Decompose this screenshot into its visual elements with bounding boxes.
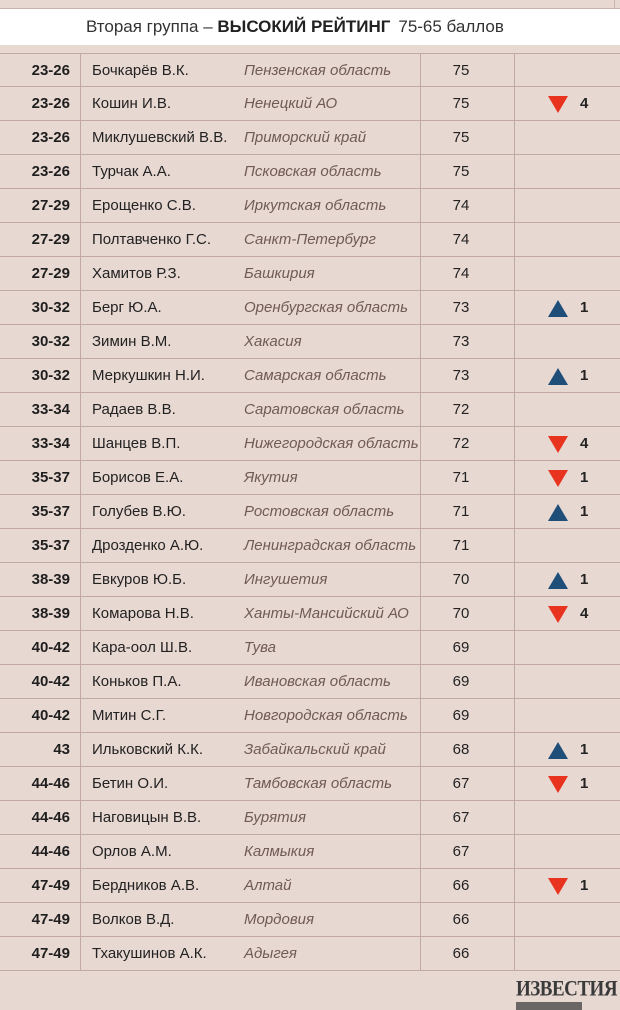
region-cell: Ленинградская область [244, 537, 417, 554]
rank-cell: 47-49 [31, 877, 70, 894]
table-row [0, 495, 620, 529]
score-cell: 66 [452, 911, 470, 928]
arrow-down-icon [548, 470, 568, 487]
top-strip-divider [614, 0, 615, 8]
score-cell: 67 [452, 809, 470, 826]
arrow-down-icon [548, 606, 568, 623]
rank-change [548, 597, 598, 630]
rank-change [548, 291, 598, 324]
score-cell: 69 [452, 673, 470, 690]
region-cell: Алтай [244, 877, 292, 894]
region-cell: Хакасия [244, 333, 302, 350]
region-cell: Адыгея [244, 945, 297, 962]
score-cell: 73 [452, 367, 470, 384]
table-row [0, 189, 620, 223]
region-cell: Приморский край [244, 129, 367, 146]
rank-cell: 47-49 [31, 911, 70, 928]
score-cell: 73 [452, 333, 470, 350]
table-row [0, 461, 620, 495]
region-cell: Нижегородская область [244, 435, 419, 452]
region-cell: Иркутская область [244, 197, 387, 214]
table-row [0, 835, 620, 869]
rank-change [548, 869, 598, 902]
governor-name-cell: Хамитов Р.З. [92, 265, 181, 282]
score-cell: 71 [452, 537, 470, 554]
score-cell: 74 [452, 231, 470, 248]
table-row [0, 937, 620, 971]
table-row [0, 733, 620, 767]
izvestia-logo [516, 976, 618, 1008]
score-cell: 73 [452, 299, 470, 316]
rank-change-value: 1 [580, 469, 589, 486]
table-row [0, 563, 620, 597]
governor-name-cell: Ерощенко С.В. [92, 197, 196, 214]
table-row [0, 801, 620, 835]
arrow-down-icon [548, 776, 568, 793]
region-cell: Якутия [244, 469, 298, 486]
rank-change-value: 1 [580, 571, 589, 588]
table-row [0, 869, 620, 903]
table-row [0, 665, 620, 699]
rank-cell: 40-42 [31, 673, 70, 690]
score-cell: 72 [452, 435, 470, 452]
score-cell: 70 [452, 571, 470, 588]
region-cell: Тува [244, 639, 277, 656]
score-cell: 75 [452, 163, 470, 180]
governor-name-cell: Бочкарёв В.К. [92, 62, 189, 79]
governor-name-cell: Волков В.Д. [92, 911, 175, 928]
governor-name-cell: Тхакушинов А.К. [92, 945, 207, 962]
header-prefix: Вторая группа – [86, 17, 218, 36]
score-cell: 72 [452, 401, 470, 418]
table-row [0, 53, 620, 87]
rank-cell: 44-46 [31, 843, 70, 860]
score-cell: 74 [452, 265, 470, 282]
governor-name-cell: Ильковский К.К. [92, 741, 204, 758]
governor-name-cell: Наговицын В.В. [92, 809, 202, 826]
rank-cell: 27-29 [31, 231, 70, 248]
rank-cell: 30-32 [31, 299, 70, 316]
rank-change [548, 359, 598, 392]
table-row [0, 597, 620, 631]
governor-name-cell: Бердников А.В. [92, 877, 200, 894]
governor-name-cell: Турчак А.А. [92, 163, 171, 180]
rank-cell: 44-46 [31, 809, 70, 826]
score-cell: 75 [452, 62, 470, 79]
governor-name-cell: Комарова Н.В. [92, 605, 194, 622]
rank-cell: 38-39 [31, 605, 70, 622]
region-cell: Саратовская область [244, 401, 405, 418]
table-row [0, 257, 620, 291]
table-row [0, 699, 620, 733]
governor-name-cell: Зимин В.М. [92, 333, 172, 350]
governor-name-cell: Голубев В.Ю. [92, 503, 186, 520]
rank-change-value: 4 [580, 95, 589, 112]
rating-table [0, 53, 620, 971]
rank-cell: 27-29 [31, 265, 70, 282]
rank-change [548, 733, 598, 766]
score-cell: 74 [452, 197, 470, 214]
score-cell: 66 [452, 877, 470, 894]
rank-cell: 23-26 [31, 62, 70, 79]
table-row [0, 427, 620, 461]
table-row [0, 359, 620, 393]
score-cell: 66 [452, 945, 470, 962]
score-cell: 70 [452, 605, 470, 622]
rank-change-value: 4 [580, 435, 589, 452]
table-row [0, 291, 620, 325]
governor-name-cell: Евкуров Ю.Б. [92, 571, 187, 588]
table-row [0, 325, 620, 359]
governor-name-cell: Полтавченко Г.С. [92, 231, 212, 248]
region-cell: Башкирия [244, 265, 315, 282]
rank-change [548, 427, 598, 460]
rank-cell: 43 [53, 741, 70, 758]
governor-name-cell: Миклушевский В.В. [92, 129, 228, 146]
arrow-down-icon [548, 436, 568, 453]
header-line [86, 9, 504, 45]
rank-cell: 47-49 [31, 945, 70, 962]
governor-name-cell: Кошин И.В. [92, 95, 172, 112]
arrow-up-icon [548, 300, 568, 317]
rank-cell: 23-26 [31, 129, 70, 146]
governor-name-cell: Коньков П.А. [92, 673, 182, 690]
score-cell: 71 [452, 503, 470, 520]
rank-cell: 23-26 [31, 163, 70, 180]
table-row [0, 529, 620, 563]
header-rating-title: ВЫСОКИЙ РЕЙТИНГ [217, 17, 391, 36]
rank-change-value: 1 [580, 775, 589, 792]
rank-cell: 33-34 [31, 401, 70, 418]
rank-cell: 30-32 [31, 333, 70, 350]
rank-cell: 35-37 [31, 469, 70, 486]
logo-text: ИЗВЕСТИЯ [516, 976, 618, 1001]
region-cell: Самарская область [244, 367, 387, 384]
rank-change [548, 495, 598, 528]
governor-name-cell: Шанцев В.П. [92, 435, 181, 452]
group-header [0, 8, 620, 45]
table-row [0, 631, 620, 665]
score-cell: 67 [452, 843, 470, 860]
governor-name-cell: Меркушкин Н.И. [92, 367, 205, 384]
rank-change-value: 4 [580, 605, 589, 622]
score-cell: 69 [452, 707, 470, 724]
rank-change-value: 1 [580, 877, 589, 894]
arrow-up-icon [548, 572, 568, 589]
table-row [0, 87, 620, 121]
governor-name-cell: Борисов Е.А. [92, 469, 184, 486]
score-cell: 67 [452, 775, 470, 792]
region-cell: Ростовская область [244, 503, 395, 520]
rank-cell: 35-37 [31, 503, 70, 520]
logo-underline [516, 1002, 582, 1010]
score-cell: 75 [452, 129, 470, 146]
rank-change-value: 1 [580, 741, 589, 758]
top-strip [0, 0, 620, 8]
arrow-down-icon [548, 96, 568, 113]
region-cell: Тамбовская область [244, 775, 392, 792]
rank-change [548, 767, 598, 800]
governor-name-cell: Дрозденко А.Ю. [92, 537, 204, 554]
arrow-down-icon [548, 878, 568, 895]
rank-change [548, 87, 598, 120]
governor-name-cell: Радаев В.В. [92, 401, 176, 418]
arrow-up-icon [548, 368, 568, 385]
governor-name-cell: Кара-оол Ш.В. [92, 639, 193, 656]
rank-cell: 33-34 [31, 435, 70, 452]
region-cell: Ненецкий АО [244, 95, 338, 112]
rank-cell: 27-29 [31, 197, 70, 214]
region-cell: Ивановская область [244, 673, 391, 690]
rank-change-value: 1 [580, 503, 589, 520]
rank-cell: 38-39 [31, 571, 70, 588]
rank-change [548, 563, 598, 596]
rank-cell: 23-26 [31, 95, 70, 112]
table-row [0, 223, 620, 257]
region-cell: Новгородская область [244, 707, 408, 724]
region-cell: Мордовия [244, 911, 314, 928]
region-cell: Ханты-Мансийский АО [244, 605, 409, 622]
score-cell: 68 [452, 741, 470, 758]
arrow-up-icon [548, 504, 568, 521]
region-cell: Бурятия [244, 809, 306, 826]
governor-name-cell: Берг Ю.А. [92, 299, 162, 316]
region-cell: Забайкальский край [244, 741, 386, 758]
rank-cell: 44-46 [31, 775, 70, 792]
governor-name-cell: Орлов А.М. [92, 843, 172, 860]
rank-cell: 35-37 [31, 537, 70, 554]
table-row [0, 393, 620, 427]
table-row [0, 903, 620, 937]
region-cell: Оренбургская область [244, 299, 409, 316]
region-cell: Ингушетия [244, 571, 328, 588]
arrow-up-icon [548, 742, 568, 759]
region-cell: Псковская область [244, 163, 382, 180]
rank-cell: 40-42 [31, 639, 70, 656]
score-cell: 71 [452, 469, 470, 486]
rank-change-value: 1 [580, 367, 589, 384]
region-cell: Пензенская область [244, 62, 392, 79]
table-row [0, 155, 620, 189]
score-cell: 69 [452, 639, 470, 656]
region-cell: Калмыкия [244, 843, 315, 860]
table-row [0, 767, 620, 801]
region-cell: Санкт-Петербург [244, 231, 376, 248]
header-score-range: 75-65 баллов [398, 17, 504, 36]
governor-name-cell: Митин С.Г. [92, 707, 167, 724]
rank-change [548, 461, 598, 494]
score-cell: 75 [452, 95, 470, 112]
rank-cell: 40-42 [31, 707, 70, 724]
rank-cell: 30-32 [31, 367, 70, 384]
table-row [0, 121, 620, 155]
rank-change-value: 1 [580, 299, 589, 316]
governor-name-cell: Бетин О.И. [92, 775, 169, 792]
